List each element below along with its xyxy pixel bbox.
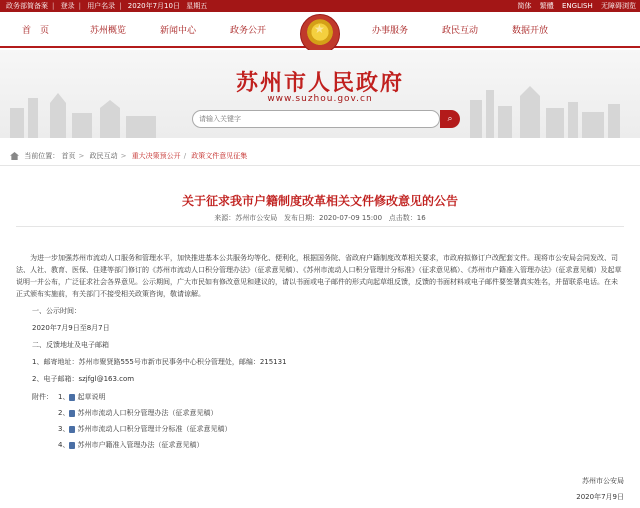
- home-icon: [10, 152, 19, 160]
- attachment-icon: [69, 394, 75, 401]
- topbar-right: [512, 0, 636, 12]
- topbar-left: 政务部简备案 | 登录 | 用户名录 | 2020年7月10日 星期五: [6, 2, 208, 10]
- nav-government-affairs[interactable]: 政务公开: [230, 26, 267, 36]
- search-button[interactable]: [440, 110, 460, 128]
- nav-news-center[interactable]: 新闻中心: [160, 26, 197, 36]
- article-time: 2020-07-09 15:00: [318, 214, 383, 222]
- breadcrumb: 当前位置： 首页 > 政民互动 > 重大决策预公开 / 政策文件意见征集: [0, 146, 640, 166]
- article-meta: 来源：苏州市公安局 发布日期：2020-07-09 15:00 点击数：16: [214, 214, 426, 222]
- login-link[interactable]: 登录: [60, 2, 75, 10]
- attachments-label: 附件：: [32, 393, 53, 401]
- signer: 苏州市公安局: [582, 477, 624, 485]
- nav-open-data[interactable]: 数据开放: [512, 26, 549, 36]
- publicity-period: 2020年7月9日至8月7日: [32, 324, 110, 332]
- email-address: 2、电子邮箱：szjfgl@163.com: [32, 375, 135, 383]
- breadcrumb-public-interaction[interactable]: 政民互动: [89, 152, 118, 160]
- attachment-item[interactable]: 3、 苏州市流动人口积分管理计分标准（征求意见稿）: [58, 425, 232, 433]
- search-icon: ⌕: [447, 114, 453, 124]
- site-title: 苏州市人民政府: [235, 70, 404, 96]
- article-views: 16: [416, 214, 426, 222]
- attachment-item[interactable]: 4、 苏州市户籍准入管理办法（征求意见稿）: [58, 441, 204, 449]
- article-source: 苏州市公安局: [235, 214, 278, 222]
- breadcrumb-home[interactable]: 首页: [61, 152, 76, 160]
- article-paragraph: 为进一步加强苏州市流动人口服务和管理水平，加快推进基本公共服务均等化、便利化，根据国务院、省政府户籍制度改革相关要求，市政府拟修订户改配套文件。现将市公安局会同发改、司法、人社、教育、医保、住建等部门修订的《苏州市流动人口积分管理办法》（征求意见稿）、《苏州市流动人口积分管理计分标准》（征求意见稿）、《苏州市户籍准入管理办法》（征求意见稿）及起草说明一并公布，广泛征求社会各界意见。公示期间，广大市民如有修改意见和建议的，请以书面或电子邮件的形式向起草组反馈，反馈的书面材料或电子邮件要签署真实姓名，并留联系电话。在未正式颁布实施前，有关部门不接受相关政策咨询，敬请谅解。: [16, 254, 622, 298]
- accessibility-link[interactable]: 无障碍浏览: [601, 2, 636, 10]
- meta-divider: [16, 226, 624, 227]
- attachment-icon: [69, 442, 75, 449]
- top-utility-bar: [0, 0, 640, 12]
- nav-suzhou-overview[interactable]: 苏州概览: [90, 26, 127, 36]
- mailing-address: 1、邮寄地址：苏州市聚贤路555号市新市民事务中心积分管理处，邮编：215131: [32, 358, 287, 366]
- site-domain: www.suzhou.gov.cn: [267, 94, 373, 104]
- national-emblem-icon: [300, 14, 340, 54]
- sign-date: 2020年7月9日: [576, 493, 624, 501]
- section-feedback: 二、反馈地址及电子邮箱: [32, 341, 109, 349]
- article-container: [0, 168, 640, 508]
- breadcrumb-policy-consultation[interactable]: 政策文件意见征集: [191, 152, 248, 160]
- simplified-chinese-link[interactable]: 简体: [517, 2, 532, 10]
- attachment-icon: [69, 410, 75, 417]
- nav-services[interactable]: 办事服务: [372, 26, 409, 36]
- current-date: 2020年7月10日: [127, 2, 180, 10]
- article-title: 关于征求我市户籍制度改革相关文件修改意见的公告: [181, 194, 458, 208]
- nav-public-interaction[interactable]: 政民互动: [442, 26, 479, 36]
- main-navigation: [0, 12, 640, 48]
- nav-home[interactable]: 首 页: [22, 26, 50, 36]
- current-weekday: 星期五: [186, 2, 208, 10]
- attachment-icon: [69, 426, 75, 433]
- english-link[interactable]: ENGLISH: [562, 2, 593, 10]
- mobile-link[interactable]: 政务部简备案: [6, 2, 48, 10]
- attachment-item[interactable]: 2、 苏州市流动人口积分管理办法（征求意见稿）: [58, 409, 218, 417]
- breadcrumb-decision-preview[interactable]: 重大决策预公开: [131, 152, 181, 160]
- search-input[interactable]: 请输入关键字: [192, 110, 440, 128]
- attachment-item[interactable]: 1、 起草说明: [58, 393, 106, 401]
- traditional-chinese-link[interactable]: 繁體: [539, 2, 554, 10]
- section-publicity-time: 一、公示时间：: [32, 307, 81, 315]
- user-directory-link[interactable]: 用户名录: [87, 2, 116, 10]
